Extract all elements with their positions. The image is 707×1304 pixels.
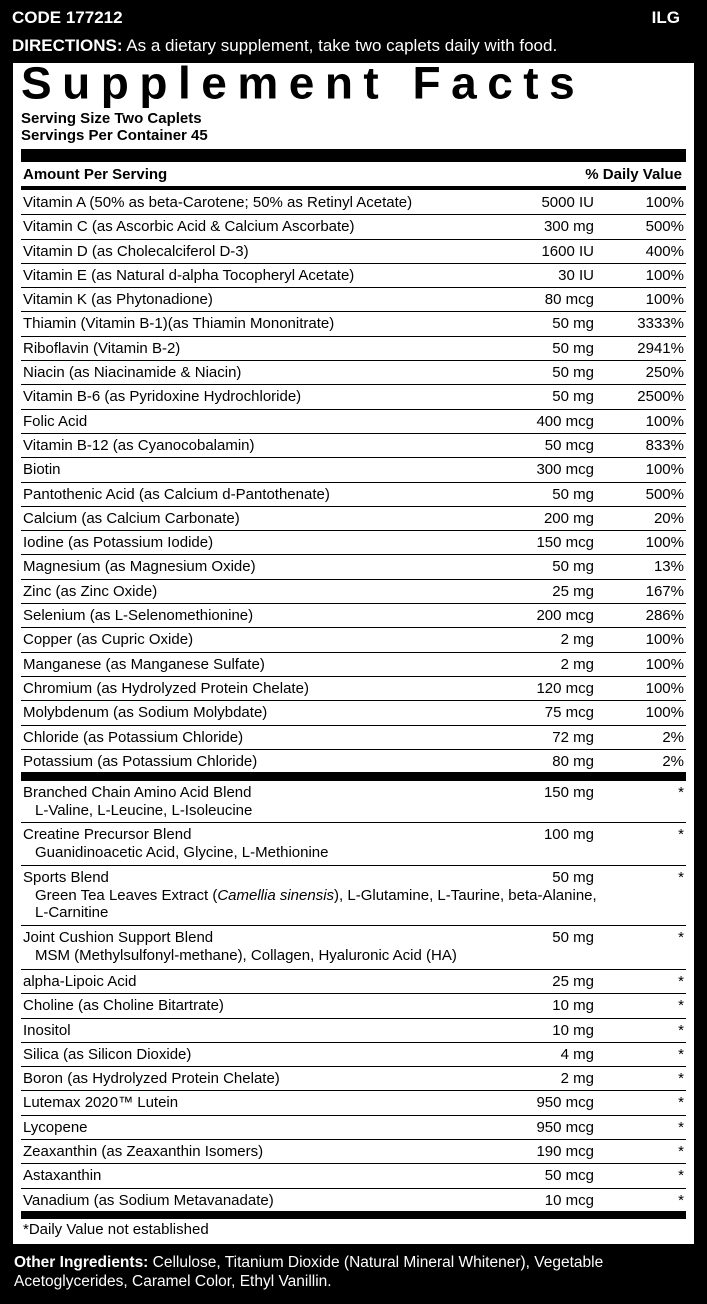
nutrient-daily-value: 100% [645,631,684,649]
blend-name: Creatine Precursor Blend [23,826,192,843]
supplement-facts-panel [12,57,695,1245]
blend-amount: 4 mg [560,1045,594,1063]
nutrient-amount: 50 mg [552,364,594,382]
blend-ingredients: L-Valine, L-Leucine, L-Isoleucine [35,802,253,819]
nutrient-daily-value: 2% [662,752,684,770]
nutrient-row [21,677,686,701]
blend-amount: 50 mg [552,869,594,886]
blend-row [21,926,686,970]
nutrient-row [21,628,686,652]
blend-ingredients-part: ), L-Glutamine, L-Taurine, beta-Alanine, [334,887,597,904]
nutrient-row [21,483,686,507]
nutrient-name: Pantothenic Acid (as Calcium d-Pantothenate) [23,485,330,503]
nutrient-row [21,312,686,336]
nutrient-row [21,531,686,555]
other-ingredients-label: Other Ingredients: [14,1254,149,1271]
nutrient-amount: 200 mg [543,509,594,527]
nutrient-row [21,750,686,774]
directions [12,36,557,56]
blend-daily-value: * [678,1021,684,1039]
blend-name: Lutemax 2020™ Lutein [23,1094,179,1112]
blend-row [21,1116,686,1140]
blend-daily-value: * [678,1070,684,1088]
nutrient-row [21,264,686,288]
nutrient-amount: 50 mg [552,485,594,503]
serving-size: Serving Size Two Caplets [21,110,202,127]
blend-row [21,1189,686,1213]
blend-daily-value: * [678,973,684,990]
blend-list [21,781,686,1213]
blend-daily-value: * [678,869,684,886]
nutrient-name: Vitamin A (50% as beta-Carotene; 50% as Retinyl Acetate) [23,194,413,211]
nutrient-amount: 300 mg [543,218,594,236]
blend-name: Inositol [23,1021,71,1039]
nutrient-amount: 5000 IU [541,194,594,211]
nutrient-amount: 50 mcg [544,436,594,454]
blend-amount: 950 mcg [536,1118,594,1136]
nutrient-amount: 25 mg [552,582,594,600]
nutrient-daily-value: 13% [653,558,684,576]
nutrient-daily-value: 250% [645,364,684,382]
blend-name: Sports Blend [23,869,109,886]
blend-daily-value: * [678,1191,684,1209]
blend-ingredients [35,887,597,905]
blend-ingredients-cont: L-Carnitine [35,904,109,921]
nutrient-daily-value: 286% [645,607,684,625]
blend-row [21,1043,686,1067]
nutrient-daily-value: 100% [645,194,684,211]
nutrient-daily-value: 167% [645,582,684,600]
blend-ingredients: Guanidinoacetic Acid, Glycine, L-Methionine [35,844,329,861]
blend-row [21,1140,686,1164]
nutrient-amount: 400 mcg [536,412,594,430]
blend-row [21,781,686,823]
panel-title: Supplement Facts [21,57,586,109]
nutrient-amount: 1600 IU [541,242,594,260]
nutrient-daily-value: 400% [645,242,684,260]
nutrient-name: Zinc (as Zinc Oxide) [23,582,158,600]
blend-daily-value: * [678,997,684,1015]
vitamin-mineral-list [21,191,686,774]
nutrient-daily-value: 100% [645,679,684,697]
blend-name: Boron (as Hydrolyzed Protein Chelate) [23,1070,280,1088]
nutrient-name: Vitamin E (as Natural d-alpha Tocopheryl Acetate) [23,266,355,284]
nutrient-daily-value: 2% [662,728,684,746]
blend-daily-value: * [678,1167,684,1185]
nutrient-name: Biotin [23,461,61,479]
nutrient-amount: 50 mg [552,558,594,576]
nutrient-row [21,288,686,312]
nutrient-name: Magnesium (as Magnesium Oxide) [23,558,256,576]
nutrient-daily-value: 3333% [637,315,684,333]
botanical-name: Camellia sinensis [217,887,335,904]
blend-daily-value: * [678,929,684,946]
blend-row [21,970,686,994]
nutrient-amount: 50 mg [552,339,594,357]
blend-amount: 25 mg [552,973,594,990]
nutrient-amount: 300 mcg [536,461,594,479]
nutrient-name: Vitamin C (as Ascorbic Acid & Calcium Ascorbate) [23,218,355,236]
blend-amount: 10 mg [552,1021,594,1039]
nutrient-row [21,726,686,750]
nutrient-row [21,653,686,677]
blend-amount: 10 mg [552,997,594,1015]
servings-per-container: Servings Per Container 45 [21,127,208,144]
nutrient-daily-value: 100% [645,266,684,284]
nutrient-name: Thiamin (Vitamin B-1)(as Thiamin Mononitrate) [23,315,335,333]
directions-label: DIRECTIONS: [12,36,123,55]
blend-daily-value: * [678,826,684,843]
nutrient-row [21,434,686,458]
nutrient-name: Vitamin K (as Phytonadione) [23,291,213,309]
nutrient-name: Vitamin B-6 (as Pyridoxine Hydrochloride) [23,388,302,406]
blend-amount: 150 mg [543,784,594,801]
blend-name: Joint Cushion Support Blend [23,929,214,946]
footnote: *Daily Value not established [23,1221,209,1238]
nutrient-name: Vitamin B-12 (as Cyanocobalamin) [23,436,255,454]
amount-per-serving-header: Amount Per Serving [23,166,168,183]
blend-amount: 50 mg [552,929,594,946]
nutrient-amount: 120 mcg [536,679,594,697]
blend-name: Astaxanthin [23,1167,102,1185]
nutrient-row [21,240,686,264]
thick-divider-3 [21,1211,686,1219]
blend-row [21,1067,686,1091]
blend-amount: 2 mg [560,1070,594,1088]
blend-name: Vanadium (as Sodium Metavanadate) [23,1191,274,1209]
blend-row [21,994,686,1018]
blend-daily-value: * [678,784,684,801]
nutrient-daily-value: 100% [645,291,684,309]
nutrient-amount: 200 mcg [536,607,594,625]
medium-divider [21,186,686,190]
nutrient-daily-value: 100% [645,655,684,673]
nutrient-amount: 80 mg [552,752,594,770]
blend-name: Choline (as Choline Bitartrate) [23,997,224,1015]
other-ingredients-text: Cellulose, Titanium Dioxide (Natural Mineral Whitener), Vegetable Acetoglycerides, Caramel Color, Ethyl Vanillin. [14,1254,604,1290]
nutrient-name: Folic Acid [23,412,88,430]
nutrient-daily-value: 2941% [637,339,684,357]
blend-daily-value: * [678,1094,684,1112]
nutrient-daily-value: 100% [645,704,684,722]
blend-row [21,823,686,866]
nutrient-row [21,361,686,385]
serving-info [21,110,208,144]
directions-text: As a dietary supplement, take two caplets daily with food. [122,36,558,55]
blend-daily-value: * [678,1143,684,1161]
nutrient-row [21,191,686,215]
nutrient-daily-value: 100% [645,461,684,479]
nutrient-daily-value: 500% [645,485,684,503]
nutrient-daily-value: 833% [645,436,684,454]
blend-daily-value: * [678,1045,684,1063]
nutrient-daily-value: 100% [645,412,684,430]
nutrient-amount: 2 mg [560,655,594,673]
nutrient-row [21,555,686,579]
nutrient-name: Niacin (as Niacinamide & Niacin) [23,364,242,382]
product-code: CODE 177212 [12,8,123,27]
thick-divider [21,149,686,162]
blend-ingredients: MSM (Methylsulfonyl-methane), Collagen, Hyaluronic Acid (HA) [35,947,457,964]
blend-amount: 950 mcg [536,1094,594,1112]
nutrient-name: Chromium (as Hydrolyzed Protein Chelate) [23,679,309,697]
other-ingredients [14,1253,654,1291]
blend-amount: 10 mcg [544,1191,594,1209]
blend-amount: 50 mcg [544,1167,594,1185]
blend-name: Lycopene [23,1118,88,1136]
nutrient-name: Chloride (as Potassium Chloride) [23,728,244,746]
blend-ingredients-part: Green Tea Leaves Extract ( [35,887,218,904]
nutrient-row [21,215,686,239]
daily-value-header: % Daily Value [585,166,682,183]
nutrient-amount: 2 mg [560,631,594,649]
nutrient-row [21,458,686,482]
blend-name: Branched Chain Amino Acid Blend [23,784,252,801]
nutrient-amount: 80 mcg [544,291,594,309]
nutrient-row [21,701,686,725]
nutrient-row [21,507,686,531]
nutrient-name: Riboflavin (Vitamin B-2) [23,339,181,357]
blend-row [21,1091,686,1115]
nutrient-name: Vitamin D (as Cholecalciferol D-3) [23,242,249,260]
blend-row [21,1164,686,1188]
nutrient-daily-value: 500% [645,218,684,236]
nutrient-name: Molybdenum (as Sodium Molybdate) [23,704,268,722]
nutrient-row [21,604,686,628]
nutrient-daily-value: 100% [645,534,684,552]
nutrient-amount: 50 mg [552,388,594,406]
thick-divider-2 [21,772,686,781]
nutrient-name: Calcium (as Calcium Carbonate) [23,509,240,527]
column-header [21,165,686,185]
blend-name: Zeaxanthin (as Zeaxanthin Isomers) [23,1143,264,1161]
blend-amount: 100 mg [543,826,594,843]
nutrient-row [21,580,686,604]
nutrient-amount: 150 mcg [536,534,594,552]
nutrient-row [21,410,686,434]
blend-name: alpha-Lipoic Acid [23,973,137,990]
nutrient-amount: 50 mg [552,315,594,333]
nutrient-name: Selenium (as L-Selenomethionine) [23,607,254,625]
blend-name: Silica (as Silicon Dioxide) [23,1045,192,1063]
blend-row [21,866,686,926]
nutrient-name: Copper (as Cupric Oxide) [23,631,194,649]
nutrient-daily-value: 20% [653,509,684,527]
blend-row [21,1019,686,1043]
nutrient-amount: 75 mcg [544,704,594,722]
nutrient-amount: 30 IU [558,266,594,284]
nutrient-row [21,385,686,409]
nutrient-name: Iodine (as Potassium Iodide) [23,534,214,552]
nutrient-row [21,337,686,361]
blend-daily-value: * [678,1118,684,1136]
nutrient-daily-value: 2500% [637,388,684,406]
nutrient-name: Potassium (as Potassium Chloride) [23,752,258,770]
nutrient-name: Manganese (as Manganese Sulfate) [23,655,265,673]
brand-mark: ILG [651,8,680,27]
blend-amount: 190 mcg [536,1143,594,1161]
nutrient-amount: 72 mg [552,728,594,746]
